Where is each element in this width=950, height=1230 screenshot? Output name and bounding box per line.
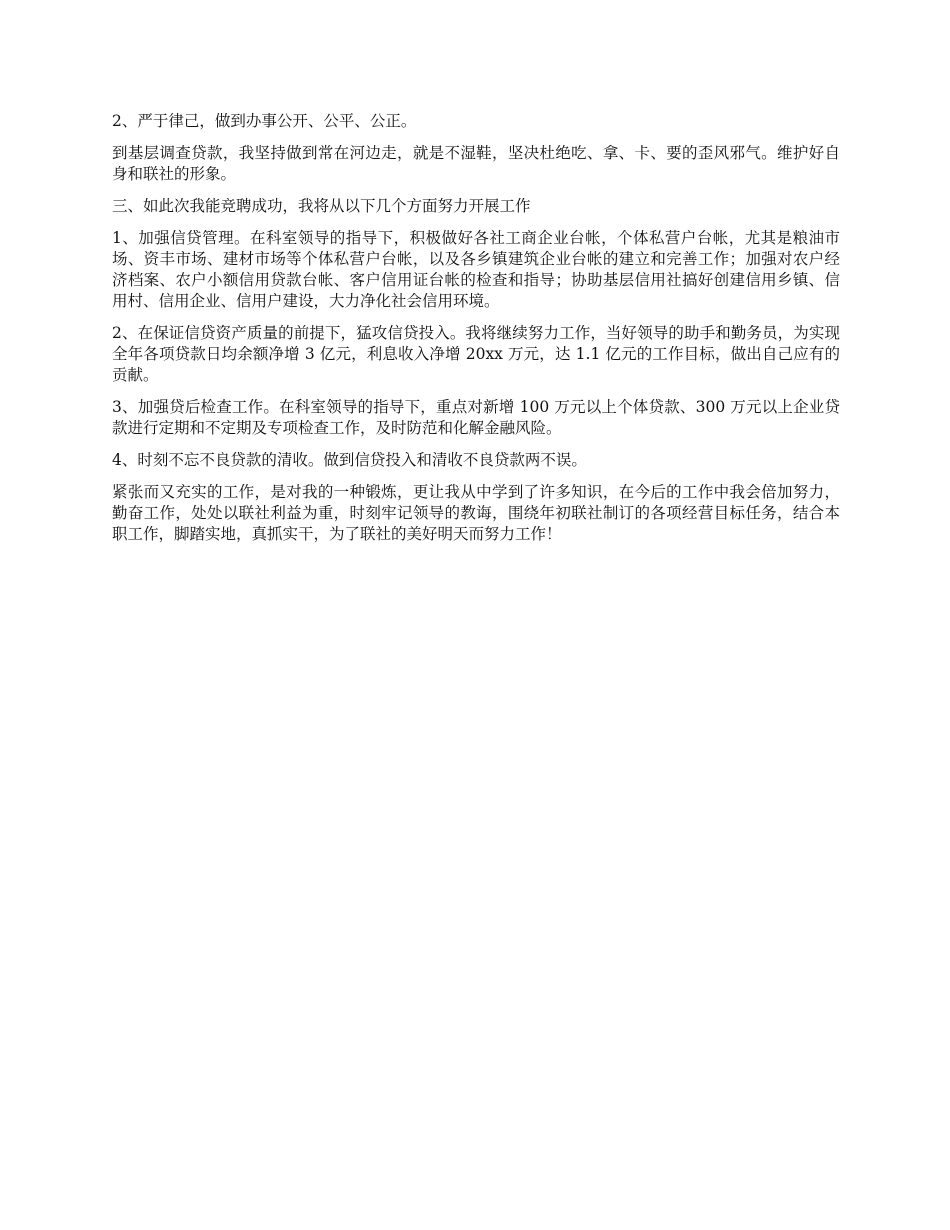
paragraph-section-heading: 三、如此次我能竞聘成功，我将从以下几个方面努力开展工作 — [112, 197, 531, 215]
paragraph-credit-management: 1、加强信贷管理。在科室领导的指导下，积极做好各社工商企业台帐，个体私营户台帐，尤其是粮油市场、资丰市场、建材市场等个体私营户台帐，以及各乡镇建筑企业台帐的建立和完善工作；加强对农户经济档案、农户小额信用贷款台帐、客户信用证台帐的检查和指导；协助基层信用社搞好创建信用乡镇、信用村、信用企业、信用户建设，大力净化社会信用环境。 — [112, 229, 840, 310]
paragraph-post-loan-inspection: 3、加强贷后检查工作。在科室领导的指导下，重点对新增 100 万元以上个体贷款、300 万元以上企业贷款进行定期和不定期及专项检查工作，及时防范和化解金融风险。 — [112, 398, 840, 437]
paragraph-integrity-point: 2、严于律己，做到办事公开、公平、公正。 — [112, 112, 417, 130]
document-body — [112, 111, 840, 556]
paragraph-credit-investment: 2、在保证信贷资产质量的前提下，猛攻信贷投入。我将继续努力工作，当好领导的助手和勤务员，为实现全年各项贷款日均余额净增 3 亿元，利息收入净增 20xx 万元，达 1.1 亿元的工作目标，做出自己应有的贡献。 — [112, 324, 840, 384]
paragraph-bad-loan-collection: 4、时刻不忘不良贷款的清收。做到信贷投入和清收不良贷款两不误。 — [112, 451, 587, 469]
paragraph-closing: 紧张而又充实的工作，是对我的一种锻炼，更让我从中学到了许多知识，在今后的工作中我会倍加努力，勤奋工作，处处以联社利益为重，时刻牢记领导的教诲，围绕年初联社制订的各项经营目标任务，结合本职工作，脚踏实地，真抓实干，为了联社的美好明天而努力工作！ — [112, 483, 840, 543]
paragraph-integrity-detail: 到基层调查贷款，我坚持做到常在河边走，就是不湿鞋，坚决杜绝吃、拿、卡、要的歪风邪气。维护好自身和联社的形象。 — [112, 144, 840, 183]
